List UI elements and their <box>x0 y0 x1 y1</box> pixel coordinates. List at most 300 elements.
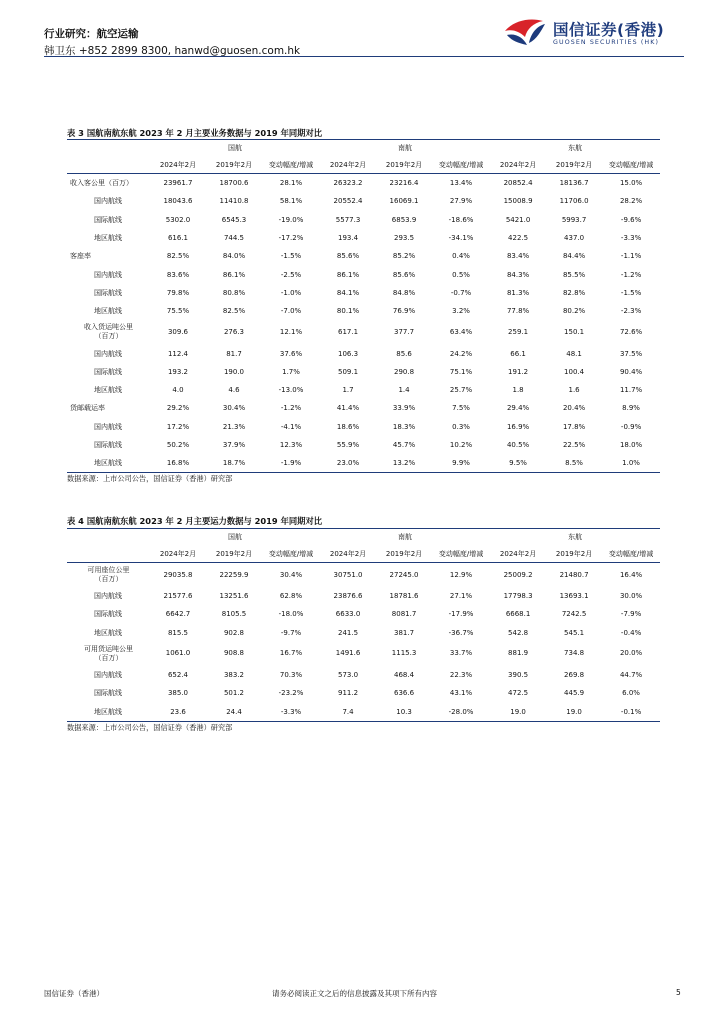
data-cell: 28.2% <box>619 197 643 206</box>
airline-group-header: 东航 <box>568 144 583 152</box>
data-cell: 27245.0 <box>389 570 419 579</box>
airline-group-header: 国航 <box>228 144 243 152</box>
data-cell: 62.8% <box>279 592 303 601</box>
data-cell: 23.6 <box>150 702 206 721</box>
data-cell: -1.2% <box>620 270 642 279</box>
data-cell: 85.6 <box>396 349 412 358</box>
data-cell: 12.9% <box>449 570 473 579</box>
data-cell: 22.5% <box>562 441 586 449</box>
data-cell: -1.5% <box>620 288 642 297</box>
data-cell: 309.6 <box>167 327 189 336</box>
data-cell: 75.1% <box>449 367 473 376</box>
row-label: 地区航线 <box>94 628 122 637</box>
data-cell: 24.2% <box>449 349 473 358</box>
data-cell: 5421.0 <box>505 215 531 224</box>
company-logo <box>503 17 683 51</box>
data-cell: 84.0% <box>222 252 246 261</box>
data-cell: -0.7% <box>450 288 472 297</box>
data-cell: 44.7% <box>619 671 643 680</box>
report-category: 行业研究：航空运输 <box>44 28 139 40</box>
row-label: 收入客公里（百万） <box>70 179 133 188</box>
row-label: 货邮载运率 <box>70 404 105 413</box>
table-row <box>67 211 660 229</box>
footer-disclaimer: 请务必阅读正文之后的信息披露及其项下所有内容 <box>272 989 437 998</box>
data-cell: 16.8% <box>150 454 206 473</box>
table-row <box>67 284 660 302</box>
data-cell: 55.9% <box>336 441 360 449</box>
data-cell: 5577.3 <box>335 215 361 224</box>
row-label: 国内航线 <box>94 270 122 279</box>
table3-title: 表 3 国航南航东航 2023 年 2 月主要业务数据与 2019 年同期对比 <box>67 128 323 138</box>
header-divider <box>44 56 684 57</box>
data-cell: 908.8 <box>223 649 245 658</box>
data-cell: 25009.2 <box>503 570 533 579</box>
data-cell: 20552.4 <box>333 197 363 206</box>
data-cell: 8081.7 <box>391 610 417 619</box>
data-cell: 79.8% <box>166 288 190 297</box>
data-cell: 23876.6 <box>333 592 363 601</box>
data-cell: 545.1 <box>564 628 585 637</box>
data-cell: 100.4 <box>564 367 585 376</box>
data-cell: 911.2 <box>338 689 359 698</box>
data-cell: 48.1 <box>566 349 582 358</box>
row-label: 地区航线 <box>67 702 150 721</box>
data-cell: 293.5 <box>394 234 415 243</box>
data-cell: 26323.2 <box>333 179 363 188</box>
data-cell: 445.9 <box>564 689 585 698</box>
data-cell: 4.6 <box>228 386 240 395</box>
row-label: 国内航线 <box>94 592 122 601</box>
column-header: 2024年2月 <box>150 156 206 174</box>
table-row <box>67 192 660 210</box>
table-row <box>67 436 660 454</box>
analyst-contact: 韩卫东 +852 2899 8300, hanwd@guosen.com.hk <box>44 45 301 57</box>
row-label: 国际航线 <box>94 610 122 619</box>
report-header <box>44 26 300 60</box>
data-cell: 82.5% <box>222 307 246 316</box>
data-cell: 509.1 <box>338 367 359 376</box>
data-cell: 23961.7 <box>163 179 193 188</box>
data-cell: -19.0% <box>278 215 304 224</box>
data-cell: 9.9% <box>432 454 490 473</box>
data-cell: -34.1% <box>448 234 474 243</box>
table-row <box>67 174 660 193</box>
data-cell: 10.2% <box>449 441 473 449</box>
data-cell: 18781.6 <box>389 592 419 601</box>
data-cell: -9.6% <box>620 215 642 224</box>
column-header: 变动幅度/增减 <box>432 545 490 563</box>
data-cell: 18700.6 <box>219 179 249 188</box>
data-cell: 86.1% <box>336 270 360 279</box>
column-header: 2024年2月 <box>150 545 206 563</box>
data-cell: 241.5 <box>338 628 359 637</box>
data-cell: 381.7 <box>394 628 415 637</box>
data-cell: -1.5% <box>280 252 302 261</box>
table4 <box>67 529 660 722</box>
data-cell: 84.8% <box>392 288 416 297</box>
data-cell: 17798.3 <box>503 592 533 601</box>
column-header: 变动幅度/增减 <box>602 545 660 563</box>
corner-cell <box>67 140 150 156</box>
data-cell: -2.5% <box>280 270 302 279</box>
data-cell: 80.8% <box>222 288 246 297</box>
data-cell: 5302.0 <box>165 215 191 224</box>
data-cell: 24.4 <box>206 702 262 721</box>
data-cell: 29.4% <box>506 404 530 413</box>
data-cell: 1.6 <box>568 386 580 395</box>
data-cell: 8.5% <box>546 454 602 473</box>
data-cell: 23216.4 <box>389 179 419 188</box>
data-cell: 7.4 <box>320 702 376 721</box>
data-cell: 6642.7 <box>165 610 191 619</box>
table4-source: 数据来源：上市公司公告，国信证券（香港）研究部 <box>67 723 233 732</box>
column-header: 2019年2月 <box>376 156 432 174</box>
data-cell: -1.9% <box>262 454 320 473</box>
data-cell: 377.7 <box>394 327 415 336</box>
table-row <box>67 265 660 283</box>
data-cell: 11.7% <box>619 386 643 395</box>
data-cell: 16.7% <box>279 649 303 658</box>
data-cell: 472.5 <box>508 689 529 698</box>
data-cell: 40.5% <box>506 441 530 449</box>
column-header: 2024年2月 <box>320 545 376 563</box>
data-cell: 41.4% <box>336 404 360 413</box>
data-cell: 37.9% <box>222 441 246 449</box>
data-cell: 43.1% <box>449 689 473 698</box>
column-header: 2019年2月 <box>376 545 432 563</box>
data-cell: 33.9% <box>392 404 416 413</box>
table-row <box>67 702 660 721</box>
data-cell: 18.3% <box>392 422 416 431</box>
data-cell: 1.7% <box>282 367 300 376</box>
data-cell: 468.4 <box>394 671 415 680</box>
column-header: 变动幅度/增减 <box>432 156 490 174</box>
data-cell: 8.9% <box>622 404 640 413</box>
data-cell: 90.4% <box>619 367 643 376</box>
data-cell: 33.7% <box>449 649 473 658</box>
data-cell: 17.8% <box>562 422 586 431</box>
data-cell: 76.9% <box>392 307 416 316</box>
data-cell: 13693.1 <box>559 592 589 601</box>
table-row <box>67 381 660 399</box>
data-cell: -9.7% <box>280 628 302 637</box>
data-cell: 542.8 <box>508 628 529 637</box>
data-cell: 1.0% <box>602 454 660 473</box>
data-cell: 1115.3 <box>391 649 417 658</box>
data-cell: -18.6% <box>448 215 474 224</box>
data-cell: 30751.0 <box>333 570 363 579</box>
table-row <box>67 642 660 666</box>
data-cell: 13.4% <box>449 179 473 188</box>
data-cell: 72.6% <box>619 327 643 336</box>
data-cell: 112.4 <box>167 349 189 358</box>
data-cell: -18.0% <box>278 610 304 619</box>
airline-group-header: 南航 <box>398 533 413 541</box>
column-header: 变动幅度/增减 <box>262 156 320 174</box>
data-cell: 501.2 <box>223 689 245 698</box>
data-cell: 81.7 <box>226 349 242 358</box>
data-cell: -7.9% <box>620 610 642 619</box>
data-cell: 70.3% <box>279 671 303 680</box>
row-label: 地区航线 <box>94 234 122 243</box>
data-cell: 617.1 <box>338 327 359 336</box>
data-cell: 422.5 <box>508 234 529 243</box>
data-cell: -7.0% <box>280 307 302 316</box>
corner-cell <box>67 545 150 563</box>
row-label: 地区航线 <box>94 307 122 316</box>
data-cell: 58.1% <box>279 197 303 206</box>
data-cell: 86.1% <box>222 270 246 279</box>
data-cell: 75.5% <box>166 307 190 316</box>
column-header: 2019年2月 <box>206 156 262 174</box>
table-row <box>67 399 660 417</box>
data-cell: 85.6% <box>336 252 360 261</box>
data-cell: 37.5% <box>619 349 643 358</box>
data-cell: 15.0% <box>619 179 643 188</box>
data-cell: 63.4% <box>449 327 473 336</box>
data-cell: 573.0 <box>338 671 359 680</box>
data-cell: 20.4% <box>562 404 586 413</box>
logo-text-en: GUOSEN SECURITIES (HK) <box>553 39 660 46</box>
data-cell: 193.2 <box>167 367 189 376</box>
data-cell: 10.3 <box>376 702 432 721</box>
data-cell: 29035.8 <box>163 570 193 579</box>
data-cell: 30.4% <box>222 404 246 413</box>
column-header: 变动幅度/增减 <box>262 545 320 563</box>
corner-cell <box>67 156 150 174</box>
data-cell: -0.9% <box>620 422 642 431</box>
data-cell: 66.1 <box>510 349 526 358</box>
data-cell: 19.0 <box>546 702 602 721</box>
data-cell: 744.5 <box>223 234 245 243</box>
data-cell: -23.2% <box>278 689 304 698</box>
data-cell: 7.5% <box>452 404 470 413</box>
row-label: 客座率 <box>70 252 91 261</box>
data-cell: 4.0 <box>172 386 184 395</box>
data-cell: 18136.7 <box>559 179 589 188</box>
data-cell: 84.1% <box>336 288 360 297</box>
table-row <box>67 320 660 344</box>
data-cell: 30.4% <box>279 570 303 579</box>
table-row <box>67 418 660 436</box>
data-cell: -3.3% <box>262 702 320 721</box>
data-cell: 5993.7 <box>561 215 587 224</box>
data-cell: -1.1% <box>620 252 642 261</box>
data-cell: 17.2% <box>166 422 190 431</box>
data-cell: -2.3% <box>620 307 642 316</box>
column-header: 变动幅度/增减 <box>602 156 660 174</box>
row-label: 可用货运吨公里 （百万） <box>84 644 133 662</box>
data-cell: 11706.0 <box>559 197 589 206</box>
data-cell: -17.2% <box>278 234 304 243</box>
data-cell: 385.0 <box>167 689 189 698</box>
data-cell: 21480.7 <box>559 570 589 579</box>
data-cell: 11410.8 <box>219 197 249 206</box>
data-cell: 6853.9 <box>391 215 417 224</box>
data-cell: 1.8 <box>512 386 524 395</box>
data-cell: 18.0% <box>619 441 643 449</box>
data-cell: -0.1% <box>602 702 660 721</box>
data-cell: -4.1% <box>280 422 302 431</box>
data-cell: 290.8 <box>394 367 415 376</box>
data-cell: 20852.4 <box>503 179 533 188</box>
row-label: 国内航线 <box>94 349 122 358</box>
data-cell: -1.2% <box>280 404 302 413</box>
data-cell: 12.3% <box>279 441 303 449</box>
data-cell: 1061.0 <box>165 649 191 658</box>
column-header: 2019年2月 <box>206 545 262 563</box>
data-cell: 1.4 <box>398 386 410 395</box>
data-cell: 27.9% <box>449 197 473 206</box>
data-cell: 28.1% <box>279 179 303 188</box>
data-cell: 9.5% <box>490 454 546 473</box>
data-cell: 85.5% <box>562 270 586 279</box>
table-row <box>67 666 660 684</box>
data-cell: 150.1 <box>564 327 585 336</box>
data-cell: 6.0% <box>622 689 640 698</box>
data-cell: 18.7% <box>206 454 262 473</box>
data-cell: 82.5% <box>166 252 190 261</box>
data-cell: 21577.6 <box>163 592 193 601</box>
table-row <box>67 229 660 247</box>
table-row <box>67 302 660 320</box>
column-header: 2024年2月 <box>320 156 376 174</box>
data-cell: 85.2% <box>392 252 416 261</box>
data-cell: 6668.1 <box>505 610 531 619</box>
data-cell: 636.6 <box>394 689 415 698</box>
table4-title: 表 4 国航南航东航 2023 年 2 月主要运力数据与 2019 年同期对比 <box>67 516 323 526</box>
data-cell: 190.0 <box>223 367 245 376</box>
data-cell: -13.0% <box>278 386 304 395</box>
data-cell: 30.0% <box>619 592 643 601</box>
data-cell: 0.5% <box>452 270 470 279</box>
data-cell: 616.1 <box>167 234 189 243</box>
data-cell: 82.8% <box>562 288 586 297</box>
data-cell: 19.0 <box>490 702 546 721</box>
data-cell: 13251.6 <box>219 592 249 601</box>
row-label: 国际航线 <box>94 367 122 376</box>
corner-cell <box>67 529 150 545</box>
data-cell: -0.4% <box>620 628 642 637</box>
table3 <box>67 140 660 473</box>
row-label: 可用座位公里 （百万） <box>87 566 130 583</box>
airline-group-header: 国航 <box>228 533 243 541</box>
data-cell: 13.2% <box>376 454 432 473</box>
data-cell: 815.5 <box>167 628 189 637</box>
data-cell: 0.3% <box>452 422 470 431</box>
data-cell: 12.1% <box>279 327 303 336</box>
logo-text-cn: 国信证券(香港) <box>553 21 665 39</box>
data-cell: 77.8% <box>506 307 530 316</box>
row-label: 地区航线 <box>94 386 122 395</box>
data-cell: 16.4% <box>619 570 643 579</box>
data-cell: 27.1% <box>449 592 473 601</box>
data-cell: -28.0% <box>432 702 490 721</box>
data-cell: 22259.9 <box>219 570 249 579</box>
data-cell: 902.8 <box>223 628 245 637</box>
data-cell: -36.7% <box>448 628 474 637</box>
data-cell: 18.6% <box>336 422 360 431</box>
data-cell: 6545.3 <box>221 215 247 224</box>
footer-company: 国信证券（香港） <box>44 989 104 998</box>
data-cell: 84.3% <box>506 270 530 279</box>
row-label: 国际航线 <box>94 689 122 698</box>
data-cell: 390.5 <box>508 671 529 680</box>
data-cell: 25.7% <box>449 386 473 395</box>
airline-group-header: 南航 <box>398 144 413 152</box>
data-cell: 80.2% <box>562 307 586 316</box>
page-number: 5 <box>676 988 681 997</box>
table-row <box>67 247 660 265</box>
data-cell: 50.2% <box>166 441 190 449</box>
data-cell: 383.2 <box>223 671 245 680</box>
table-row <box>67 624 660 642</box>
table-row <box>67 684 660 702</box>
data-cell: 21.3% <box>222 422 246 431</box>
row-label: 国内航线 <box>94 422 122 431</box>
data-cell: 1491.6 <box>335 649 361 658</box>
data-cell: 15008.9 <box>503 197 533 206</box>
data-cell: 83.4% <box>506 252 530 261</box>
data-cell: -3.3% <box>620 234 642 243</box>
row-label: 收入货运吨公里 （百万） <box>84 323 133 341</box>
data-cell: 276.3 <box>223 327 245 336</box>
column-header: 2024年2月 <box>490 156 546 174</box>
data-cell: -1.0% <box>280 288 302 297</box>
data-cell: 193.4 <box>338 234 359 243</box>
row-label: 国际航线 <box>94 215 122 224</box>
data-cell: 23.0% <box>320 454 376 473</box>
data-cell: 259.1 <box>508 327 529 336</box>
data-cell: 45.7% <box>392 441 416 449</box>
table-row <box>67 363 660 381</box>
data-cell: 84.4% <box>562 252 586 261</box>
data-cell: 734.8 <box>564 649 585 658</box>
data-cell: 0.4% <box>452 252 470 261</box>
table-row <box>67 454 660 473</box>
column-header: 2024年2月 <box>490 545 546 563</box>
table-row <box>67 587 660 605</box>
data-cell: 437.0 <box>564 234 585 243</box>
data-cell: 8105.5 <box>221 610 247 619</box>
table-row <box>67 605 660 623</box>
data-cell: 6633.0 <box>335 610 361 619</box>
data-cell: 22.3% <box>449 671 473 680</box>
row-label: 国际航线 <box>94 441 122 449</box>
row-label: 国内航线 <box>94 671 122 680</box>
data-cell: 1.7 <box>342 386 354 395</box>
table3-source: 数据来源：上市公司公告，国信证券（香港）研究部 <box>67 474 233 483</box>
data-cell: 81.3% <box>506 288 530 297</box>
column-header: 2019年2月 <box>546 545 602 563</box>
row-label: 国内航线 <box>94 197 122 206</box>
column-header: 2019年2月 <box>546 156 602 174</box>
data-cell: 16.9% <box>506 422 530 431</box>
data-cell: 191.2 <box>508 367 529 376</box>
data-cell: -17.9% <box>448 610 474 619</box>
table-row <box>67 563 660 588</box>
logo-mark-icon <box>503 17 547 47</box>
data-cell: 7242.5 <box>561 610 587 619</box>
data-cell: 29.2% <box>166 404 190 413</box>
data-cell: 83.6% <box>166 270 190 279</box>
data-cell: 269.8 <box>564 671 585 680</box>
row-label: 地区航线 <box>67 454 150 473</box>
data-cell: 16069.1 <box>389 197 419 206</box>
data-cell: 18043.6 <box>163 197 193 206</box>
table-row <box>67 344 660 362</box>
data-cell: 881.9 <box>508 649 529 658</box>
